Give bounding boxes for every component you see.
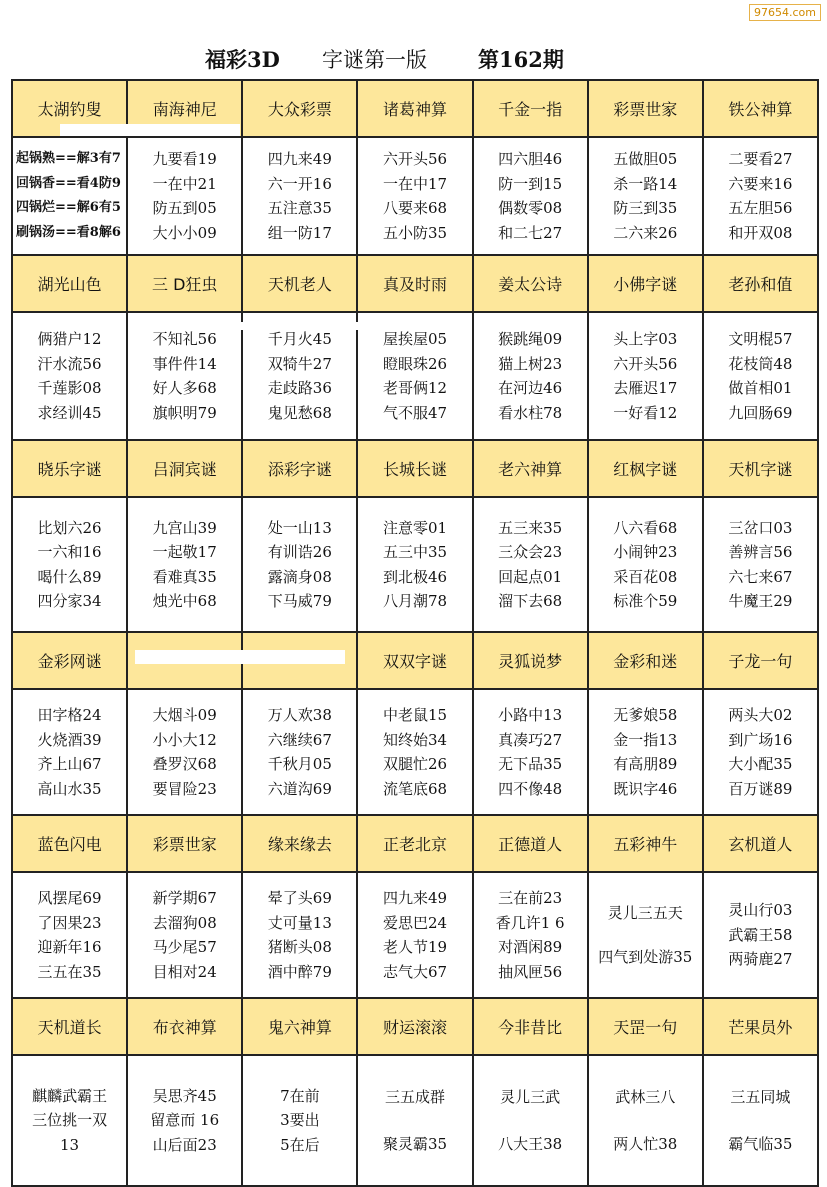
site-watermark: 97654.com [749,4,821,21]
riddle-line: 俩猎户12 [37,330,102,348]
riddle-line: 文明棍57 [728,330,793,348]
riddle-line: 三五同城 [730,1088,791,1106]
riddle-line: 千秋月05 [267,755,332,773]
riddle-line: 组一防17 [267,223,332,242]
riddle-line: 一好看12 [613,403,678,422]
column-title: 正老北京 [358,816,473,873]
riddle-line: 在河边46 [498,379,563,397]
riddle-line: 四六胆46 [498,150,563,168]
column-title: 南海神尼 [128,81,243,138]
riddle-line: 猴跳绳09 [498,330,563,348]
riddle-line: 有训诰26 [267,543,332,561]
riddle-table [11,79,819,1187]
riddle-line: 防三到35 [613,199,678,217]
riddle-line: 鬼见愁68 [267,403,332,422]
riddle-line: 四九来49 [382,889,448,907]
riddle-line: 新学期67 [152,889,217,907]
riddle-line: 火烧酒39 [37,730,102,749]
riddle-cell [128,1056,243,1187]
riddle-line: 目相对24 [152,962,217,981]
riddle-line: 六七来67 [728,567,793,586]
riddle-cell [704,138,819,256]
riddle-line: 喝什么89 [37,567,102,586]
riddle-line: 六继续67 [267,730,332,749]
riddle-cell [704,313,819,441]
riddle-line: 小路中13 [498,706,563,724]
riddle-line: 六道沟69 [267,779,332,798]
column-title: 天机道长 [13,999,128,1056]
riddle-line: 霸气临35 [728,1134,793,1153]
riddle-line: 善辨言56 [728,543,793,561]
page-subtitle: 字谜第一版 [322,48,427,72]
riddle-line: 金一指13 [613,730,678,749]
issue-number: 第162期 [478,47,564,72]
riddle-line: 吴思齐45 [152,1086,217,1105]
column-title: 太湖钓叟 [13,81,128,138]
riddle-line: 两骑鹿27 [728,950,793,969]
column-title: 蓝色闪电 [13,816,128,873]
column-title: 五彩神牛 [589,816,704,873]
riddle-cell [13,690,128,816]
riddle-line: 做首相01 [728,379,793,397]
riddle-line: 小小大12 [152,730,217,749]
riddle-line: 五左胆56 [728,199,793,217]
riddle-line: 大小小09 [152,223,217,242]
riddle-line: 中老鼠15 [382,706,448,724]
riddle-cell [474,1056,589,1187]
riddle-cell [243,498,358,633]
riddle-line: 注意零01 [382,518,448,537]
riddle-cell [13,498,128,633]
riddle-cell [474,690,589,816]
riddle-line: 旗帜明79 [152,403,217,422]
riddle-line: 大烟斗09 [152,706,217,724]
riddle-line: 四九来49 [267,150,332,168]
riddle-cell [358,690,473,816]
riddle-line: 一在中21 [152,174,217,193]
riddle-line: 迎新年16 [37,938,102,956]
riddle-line: 瞪眼珠26 [382,354,448,373]
riddle-line: 溜下去68 [498,592,563,610]
riddle-line: 采百花08 [613,567,678,586]
column-title: 添彩字谜 [243,441,358,498]
riddle-line: 了因果23 [37,913,102,932]
column-title: 双双字谜 [358,633,473,690]
column-title: 缘来缘去 [243,816,358,873]
riddle-cell [589,873,704,999]
riddle-line: 到广场16 [728,730,793,749]
redaction-mask [200,322,370,330]
riddle-line: 小闹钟23 [613,543,678,561]
riddle-line: 处一山13 [267,518,332,537]
column-title: 湖光山色 [13,256,128,313]
riddle-line: 八月潮78 [382,592,448,610]
riddle-cell [589,498,704,633]
riddle-cell [358,1056,473,1187]
riddle-cell [243,313,358,441]
riddle-cell [358,498,473,633]
riddle-line: 要冒险23 [152,779,217,798]
riddle-line: 灵儿三五天 [607,903,683,922]
column-title: 布衣神算 [128,999,243,1056]
riddle-line: 7在前 [280,1086,320,1105]
riddle-line: 一六和16 [37,543,102,561]
riddle-line: 三在前23 [498,889,563,907]
column-title: 三 D狂虫 [128,256,243,313]
riddle-cell [128,873,243,999]
riddle-line: 起锅熟==解3有7 [16,151,121,166]
riddle-line: 香几许1 6 [495,913,565,932]
riddle-line: 屋挨屋05 [382,330,448,348]
riddle-line: 四分家34 [37,592,102,610]
column-title: 财运滚滚 [358,999,473,1056]
riddle-line: 山后面23 [152,1135,217,1154]
riddle-line: 看难真35 [152,567,217,586]
riddle-line: 三位挑一双 [32,1111,108,1130]
riddle-line: 牛魔王29 [728,592,793,610]
riddle-line: 回起点01 [498,567,563,586]
riddle-cell [474,138,589,256]
riddle-line: 杀一路14 [613,174,678,193]
riddle-line: 六开头56 [382,150,448,168]
riddle-line: 聚灵霸35 [382,1134,448,1153]
riddle-line: 风摆尾69 [37,889,102,907]
riddle-line: 对酒闲89 [498,938,563,956]
riddle-line: 马少尾57 [152,938,217,956]
riddle-line: 好人多68 [152,379,217,397]
riddle-line: 猪断头08 [267,938,332,956]
riddle-line: 双犄牛27 [267,354,332,373]
redaction-mask [135,650,345,664]
riddle-cell [243,1056,358,1187]
column-title: 晓乐字谜 [13,441,128,498]
riddle-line: 知终始34 [382,730,448,749]
riddle-line: 13 [60,1135,80,1154]
riddle-cell [243,690,358,816]
riddle-line: 标准个59 [613,592,678,610]
column-title: 玄机道人 [704,816,819,873]
column-title: 彩票世家 [589,81,704,138]
riddle-line: 去雁迟17 [613,379,678,397]
riddle-line: 露滴身08 [267,567,332,586]
column-title: 金彩和迷 [589,633,704,690]
riddle-line: 齐上山67 [37,755,102,773]
riddle-line: 头上字03 [613,330,678,348]
riddle-line: 三五成群 [384,1088,445,1106]
riddle-line: 五三中35 [382,543,448,561]
column-title: 天罡一句 [589,999,704,1056]
riddle-line: 武霸王58 [728,925,793,944]
riddle-line: 到北极46 [382,567,448,586]
riddle-cell [358,313,473,441]
column-title: 芒果员外 [704,999,819,1056]
riddle-line: 和开双08 [728,223,793,242]
riddle-line: 九要看19 [152,150,217,168]
riddle-line: 和二七27 [498,223,563,242]
riddle-line: 花枝筒48 [728,354,793,373]
riddle-line: 丈可量13 [267,913,332,932]
riddle-line: 百万谜89 [728,779,793,798]
riddle-line: 三众会23 [498,543,563,561]
riddle-line: 两人忙38 [613,1134,678,1153]
riddle-line: 灵儿三武 [500,1088,561,1106]
riddle-line: 不知礼56 [152,330,217,348]
riddle-line: 四锅烂==解6有5 [16,200,121,215]
riddle-line: 走歧路36 [267,379,332,397]
riddle-line: 有高朋89 [613,755,678,773]
column-title: 金彩网谜 [13,633,128,690]
riddle-cell [474,313,589,441]
riddle-cell [128,313,243,441]
column-title: 老六神算 [474,441,589,498]
riddle-line: 猫上树23 [498,354,563,373]
riddle-line: 老人节19 [382,938,448,956]
column-title: 姜太公诗 [474,256,589,313]
riddle-line: 真凑巧27 [498,730,563,749]
riddle-cell [128,138,243,256]
riddle-line: 老哥俩12 [382,379,448,397]
riddle-line: 五做胆05 [613,150,678,168]
riddle-line: 双腿忙26 [382,755,448,773]
riddle-line: 留意而 16 [150,1111,220,1130]
riddle-line: 回锅香==看4防9 [16,175,121,191]
riddle-line: 偶数零08 [498,199,563,217]
riddle-line: 抽风匣56 [498,962,563,981]
riddle-cell [128,498,243,633]
riddle-cell [704,498,819,633]
riddle-cell [704,1056,819,1187]
riddle-cell [128,690,243,816]
riddle-line: 九回肠69 [728,403,793,422]
riddle-line: 六一开16 [267,174,332,193]
riddle-line: 无爹娘58 [613,706,678,724]
riddle-line: 汗水流56 [37,354,102,373]
riddle-line: 九宫山39 [152,518,217,537]
riddle-line: 万人欢38 [267,706,332,724]
riddle-line: 四气到处游35 [598,947,693,966]
column-title: 大众彩票 [243,81,358,138]
riddle-line: 千莲影08 [37,379,102,397]
riddle-line: 两头大02 [728,706,793,724]
riddle-line: 一在中17 [382,174,448,193]
riddle-line: 爱思巴24 [382,913,448,932]
column-title: 天机老人 [243,256,358,313]
riddle-line: 武林三八 [615,1088,676,1106]
riddle-cell [704,873,819,999]
column-title: 正德道人 [474,816,589,873]
riddle-line: 事件件14 [152,354,217,373]
column-title: 老孙和值 [704,256,819,313]
riddle-line: 志气大67 [382,962,448,981]
riddle-line: 五小防35 [382,223,448,242]
riddle-line: 六要来16 [728,174,793,193]
riddle-line: 去溜狗08 [152,913,217,932]
riddle-line: 大小配35 [728,755,793,773]
riddle-line: 酒中醉79 [267,962,332,981]
riddle-line: 晕了头69 [267,889,332,907]
riddle-line: 烛光中68 [152,592,217,610]
riddle-line: 既识字46 [613,779,678,798]
riddle-cell [13,313,128,441]
column-title: 天机字谜 [704,441,819,498]
riddle-cell [589,138,704,256]
riddle-cell [589,690,704,816]
riddle-line: 八要来68 [382,199,448,217]
riddle-line: 叠罗汉68 [152,755,217,773]
riddle-cell [243,873,358,999]
column-title: 彩票世家 [128,816,243,873]
column-title: 诸葛神算 [358,81,473,138]
riddle-cell [358,138,473,256]
column-title: 长城长谜 [358,441,473,498]
riddle-line: 刷锅汤==看8解6 [16,224,121,240]
riddle-cell [13,138,128,256]
riddle-line: 灵山行03 [728,901,793,920]
column-title: 小佛字谜 [589,256,704,313]
riddle-line: 五注意35 [267,199,332,217]
riddle-line: 五三来35 [498,518,563,537]
riddle-cell [704,690,819,816]
column-title: 鬼六神算 [243,999,358,1056]
riddle-line: 二六来26 [613,223,678,242]
column-title: 铁公神算 [704,81,819,138]
riddle-line: 气不服47 [382,403,448,422]
riddle-line: 麒麟武霸王 [32,1086,108,1105]
riddle-line: 比划六26 [37,518,102,537]
riddle-line: 下马威79 [267,592,332,610]
riddle-line: 三五在35 [37,962,102,981]
page-header [0,44,827,76]
column-title: 灵狐说梦 [474,633,589,690]
riddle-cell [474,498,589,633]
riddle-line: 高山水35 [37,779,102,798]
riddle-line: 三岔口03 [728,518,793,537]
riddle-cell [13,873,128,999]
riddle-cell [589,313,704,441]
riddle-cell [243,138,358,256]
riddle-line: 防一到15 [498,174,563,193]
column-title: 子龙一句 [704,633,819,690]
redaction-mask [60,124,240,136]
column-title: 千金一指 [474,81,589,138]
riddle-line: 求经训45 [37,403,102,422]
riddle-cell [589,1056,704,1187]
column-title: 真及时雨 [358,256,473,313]
riddle-line: 防五到05 [152,199,217,217]
riddle-line: 四不像48 [498,779,563,798]
riddle-line: 田字格24 [37,706,102,724]
riddle-line: 看水柱78 [498,403,563,422]
riddle-line: 一起敬17 [152,543,217,561]
column-title: 今非昔比 [474,999,589,1056]
riddle-cell [358,873,473,999]
riddle-line: 无下品35 [498,755,563,773]
riddle-cell [474,873,589,999]
riddle-line: 千月火45 [267,330,332,348]
riddle-line: 二要看27 [728,150,793,168]
riddle-cell [13,1056,128,1187]
riddle-line: 流笔底68 [382,779,448,798]
column-title: 红枫字谜 [589,441,704,498]
column-title: 吕洞宾谜 [128,441,243,498]
riddle-line: 六开头56 [613,354,678,373]
riddle-line: 3要出 [280,1111,320,1130]
riddle-line: 八六看68 [613,518,678,537]
riddle-line: 5在后 [280,1135,320,1154]
riddle-line: 八大王38 [498,1134,563,1153]
lottery-title: 福彩3D [205,47,280,72]
